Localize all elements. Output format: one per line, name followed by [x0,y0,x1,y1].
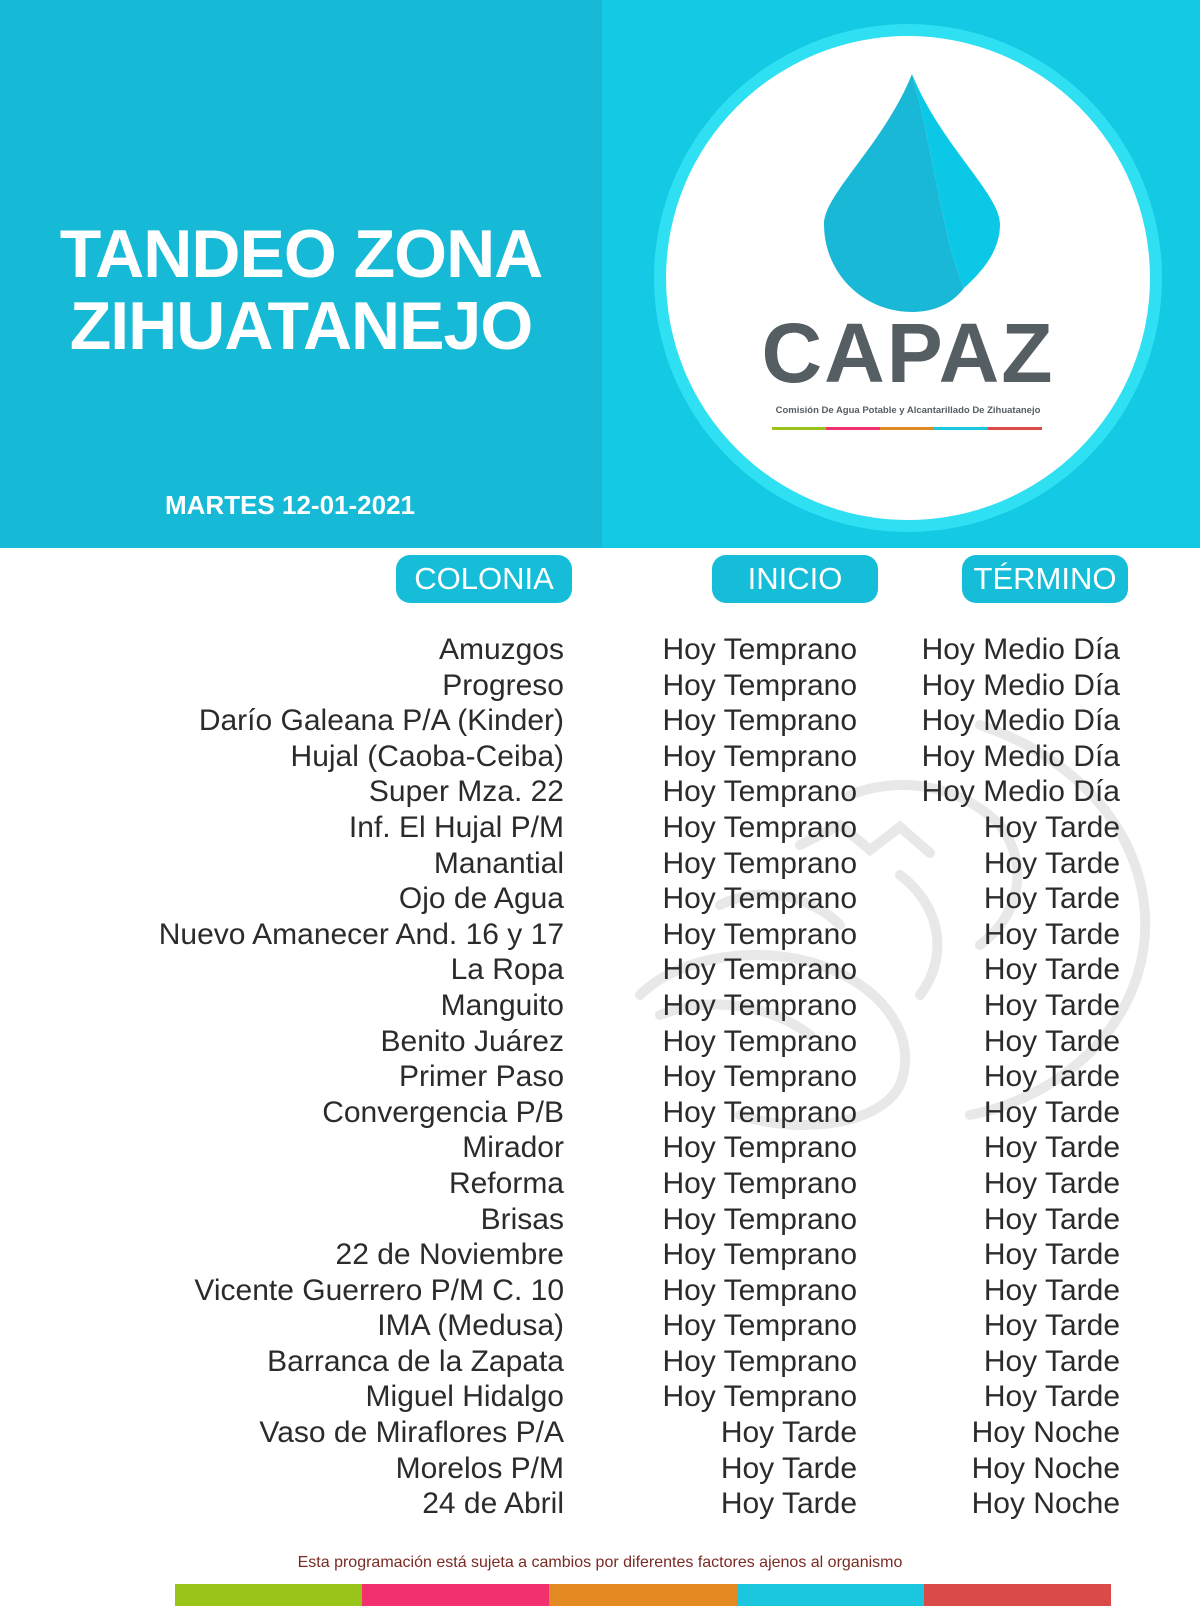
termino-cell: Hoy Tarde [983,882,1120,916]
table-row [0,1095,1200,1131]
inicio-cell: Hoy Temprano [662,1309,857,1343]
table-row [0,1308,1200,1344]
colonia-cell: Miguel Hidalgo [365,1380,564,1414]
inicio-cell: Hoy Temprano [662,1344,857,1378]
inicio-cell: Hoy Temprano [662,633,857,666]
schedule-table [0,632,1200,1522]
logo-subtitle: Comisión De Agua Potable y Alcantarillado De Zihuatanejo [775,405,1041,416]
table-row [0,774,1200,810]
termino-cell: Hoy Tarde [983,1309,1120,1343]
colonia-cell: 24 de Abril [422,1487,564,1521]
termino-cell: Hoy Tarde [983,917,1120,951]
termino-cell: Hoy Medio Día [921,739,1120,773]
table-row [0,632,1200,668]
table-row [0,952,1200,988]
logo-stripe [880,427,934,430]
termino-cell: Hoy Tarde [983,1060,1120,1094]
termino-cell: Hoy Noche [971,1416,1120,1450]
schedule-date: MARTES 12-01-2021 [165,490,415,520]
termino-cell: Hoy Medio Día [921,775,1120,809]
termino-cell: Hoy Medio Día [921,633,1120,666]
title-line-2: ZIHUATANEJO [69,288,533,364]
column-header-inicio: INICIO [712,555,878,603]
colonia-cell: Vaso de Miraflores P/A [259,1416,564,1450]
colonia-cell: Super Mza. 22 [368,775,564,809]
inicio-cell: Hoy Temprano [662,668,857,702]
table-row [0,1451,1200,1487]
colonia-cell: Amuzgos [438,633,564,666]
water-drop-icon [824,74,1000,312]
termino-cell: Hoy Tarde [983,846,1120,880]
colonia-cell: Ojo de Agua [398,882,564,916]
title-line-1: TANDEO ZONA [59,216,543,292]
termino-cell: Hoy Noche [971,1487,1120,1521]
table-row [0,810,1200,846]
table-row [0,988,1200,1024]
logo-stripe [934,427,988,430]
inicio-cell: Hoy Temprano [662,988,857,1022]
footer-stripe [924,1584,1111,1606]
termino-cell: Hoy Tarde [983,1095,1120,1129]
inicio-cell: Hoy Tarde [720,1416,857,1450]
termino-cell: Hoy Medio Día [921,668,1120,702]
table-row [0,1379,1200,1415]
table-row [0,1415,1200,1451]
inicio-cell: Hoy Temprano [662,775,857,809]
inicio-cell: Hoy Temprano [662,1024,857,1058]
footer-stripe [362,1584,549,1606]
colonia-cell: Progreso [442,668,564,702]
termino-cell: Hoy Tarde [983,988,1120,1022]
logo-wordmark: CAPAZ [761,306,1055,400]
table-row [0,1166,1200,1202]
inicio-cell: Hoy Temprano [662,917,857,951]
footer-stripe [175,1584,362,1606]
inicio-cell: Hoy Tarde [720,1487,857,1521]
page-title [0,218,602,362]
inicio-cell: Hoy Temprano [662,1380,857,1414]
colonia-cell: IMA (Medusa) [377,1309,564,1343]
inicio-cell: Hoy Temprano [662,810,857,844]
termino-cell: Hoy Noche [971,1451,1120,1485]
inicio-cell: Hoy Tarde [720,1451,857,1485]
inicio-cell: Hoy Temprano [662,1060,857,1094]
table-row [0,1130,1200,1166]
table-row [0,668,1200,704]
colonia-cell: Convergencia P/B [322,1095,564,1129]
termino-cell: Hoy Tarde [983,1273,1120,1307]
colonia-cell: Barranca de la Zapata [267,1344,564,1378]
colonia-cell: Nuevo Amanecer And. 16 y 17 [158,917,564,951]
inicio-cell: Hoy Temprano [662,882,857,916]
termino-cell: Hoy Tarde [983,1380,1120,1414]
table-row [0,1344,1200,1380]
inicio-cell: Hoy Temprano [662,1095,857,1129]
termino-cell: Hoy Tarde [983,1238,1120,1272]
table-row [0,1202,1200,1238]
logo-stripe [772,427,826,430]
termino-cell: Hoy Medio Día [921,704,1120,738]
colonia-cell: Mirador [462,1131,564,1165]
colonia-cell: Darío Galeana P/A (Kinder) [198,704,564,738]
colonia-cell: Brisas [480,1202,564,1236]
table-row [0,1273,1200,1309]
termino-cell: Hoy Tarde [983,810,1120,844]
termino-cell: Hoy Tarde [983,1131,1120,1165]
inicio-cell: Hoy Temprano [662,953,857,987]
logo-color-stripes [772,427,1042,430]
table-row [0,739,1200,775]
column-header-termino: TÉRMINO [962,555,1128,603]
inicio-cell: Hoy Temprano [662,1273,857,1307]
colonia-cell: Morelos P/M [395,1451,564,1485]
colonia-cell: La Ropa [450,953,564,987]
table-row [0,917,1200,953]
footer-color-stripes [175,1584,1111,1606]
termino-cell: Hoy Tarde [983,1344,1120,1378]
colonia-cell: Manantial [433,846,564,880]
colonia-cell: Hujal (Caoba-Ceiba) [290,739,564,773]
termino-cell: Hoy Tarde [983,953,1120,987]
inicio-cell: Hoy Temprano [662,1202,857,1236]
inicio-cell: Hoy Temprano [662,846,857,880]
termino-cell: Hoy Tarde [983,1166,1120,1200]
termino-cell: Hoy Tarde [983,1202,1120,1236]
colonia-cell: Benito Juárez [380,1024,564,1058]
table-row [0,1059,1200,1095]
table-row [0,881,1200,917]
colonia-cell: Reforma [448,1166,564,1200]
colonia-cell: Vicente Guerrero P/M C. 10 [194,1273,564,1307]
column-header-colonia: COLONIA [396,555,572,603]
termino-cell: Hoy Tarde [983,1024,1120,1058]
inicio-cell: Hoy Temprano [662,1131,857,1165]
table-row [0,1486,1200,1522]
colonia-cell: Manguito [440,988,564,1022]
colonia-cell: Inf. El Hujal P/M [348,810,564,844]
logo-stripe [826,427,880,430]
logo-stripe [988,427,1042,430]
footer-stripe [549,1584,736,1606]
table-row [0,846,1200,882]
colonia-cell: Primer Paso [398,1060,564,1094]
footer-stripe [737,1584,924,1606]
disclaimer-notice: Esta programación está sujeta a cambios por diferentes factores ajenos al organismo [297,1554,903,1571]
table-row [0,703,1200,739]
inicio-cell: Hoy Temprano [662,739,857,773]
colonia-cell: 22 de Noviembre [335,1238,564,1272]
inicio-cell: Hoy Temprano [662,1238,857,1272]
inicio-cell: Hoy Temprano [662,704,857,738]
inicio-cell: Hoy Temprano [662,1166,857,1200]
table-row [0,1237,1200,1273]
table-row [0,1024,1200,1060]
